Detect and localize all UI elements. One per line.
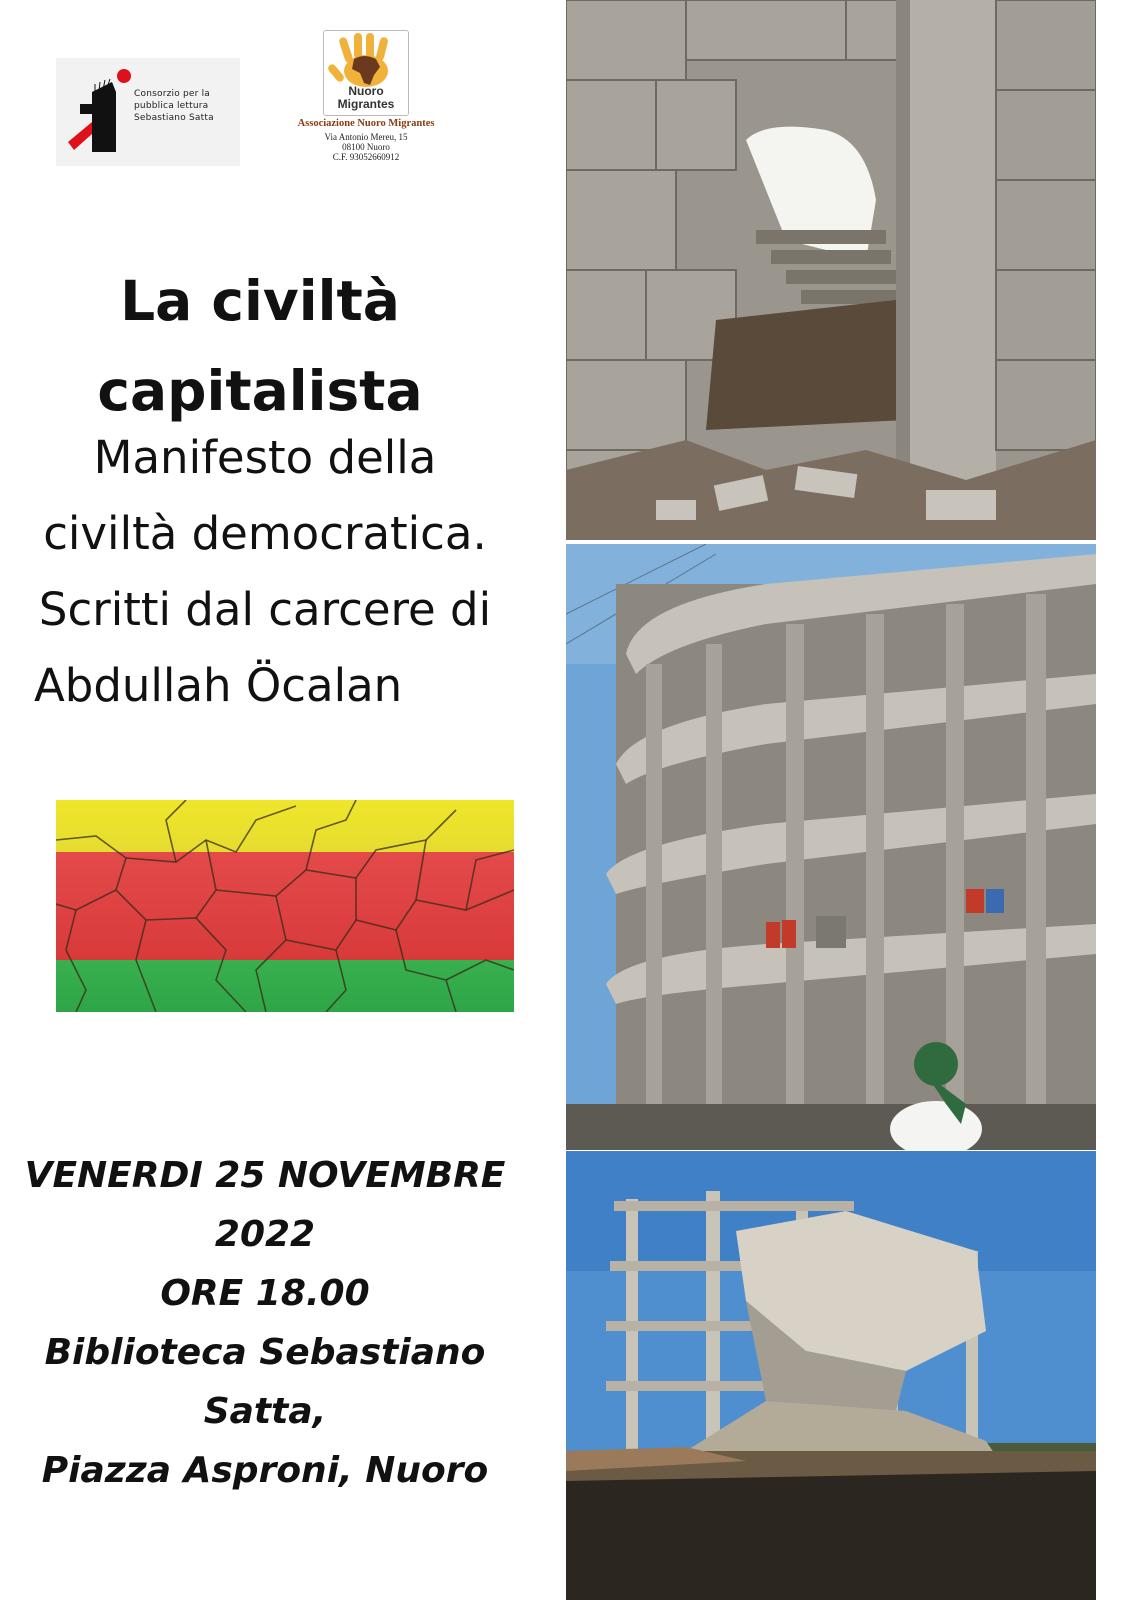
address-line-3: C.F. 93052660912 (332, 152, 400, 162)
book-figure-icon (62, 64, 132, 160)
page-title (40, 256, 480, 436)
event-venue-line-1: Biblioteca Sebastiano (44, 1332, 486, 1373)
address-line-1: Via Antonio Mereu, 15 (324, 132, 408, 142)
nuoro-migrantes-logo (286, 30, 446, 172)
consorzio-line-2: pubblica lettura (134, 101, 209, 111)
migrantes-badge (323, 30, 409, 116)
collapsed-building-photo (566, 1151, 1096, 1600)
consorzio-line-1: Consorzio per la (134, 89, 211, 99)
subtitle-line-3: Scritti dal carcere di (38, 583, 492, 636)
title-line-2: capitalista (97, 359, 423, 423)
address-line-2: 08100 Nuoro (342, 142, 390, 152)
event-time: ORE 18.00 (160, 1273, 370, 1314)
cracks-overlay (56, 800, 514, 1012)
consorzio-logo (56, 58, 240, 166)
subtitle-line-4: Abdullah Öcalan (34, 659, 403, 712)
event-details (0, 1146, 530, 1500)
title-line-1: La civiltà (120, 269, 400, 333)
bombed-building-photo (566, 544, 1096, 1150)
book-subtitle (0, 420, 530, 724)
migrantes-org-name: Associazione Nuoro Migrantes (297, 118, 435, 129)
event-date: VENERDI 25 NOVEMBRE (24, 1155, 506, 1196)
subtitle-line-2: civiltà democratica. (43, 507, 487, 560)
badge-line-2: Migrantes (337, 97, 395, 111)
event-year: 2022 (214, 1214, 316, 1255)
badge-line-1: Nuoro (348, 84, 384, 98)
consorzio-name (134, 88, 238, 124)
subtitle-line-1: Manifesto della (93, 431, 437, 484)
cracked-flag-image (56, 800, 514, 1012)
hand-africa-icon (324, 31, 408, 115)
ruined-interior-photo (566, 0, 1096, 540)
consorzio-line-3: Sebastiano Satta (134, 113, 214, 123)
event-venue-line-2: Satta, (203, 1391, 327, 1432)
event-address: Piazza Asproni, Nuoro (41, 1450, 489, 1491)
migrantes-address (286, 132, 446, 162)
